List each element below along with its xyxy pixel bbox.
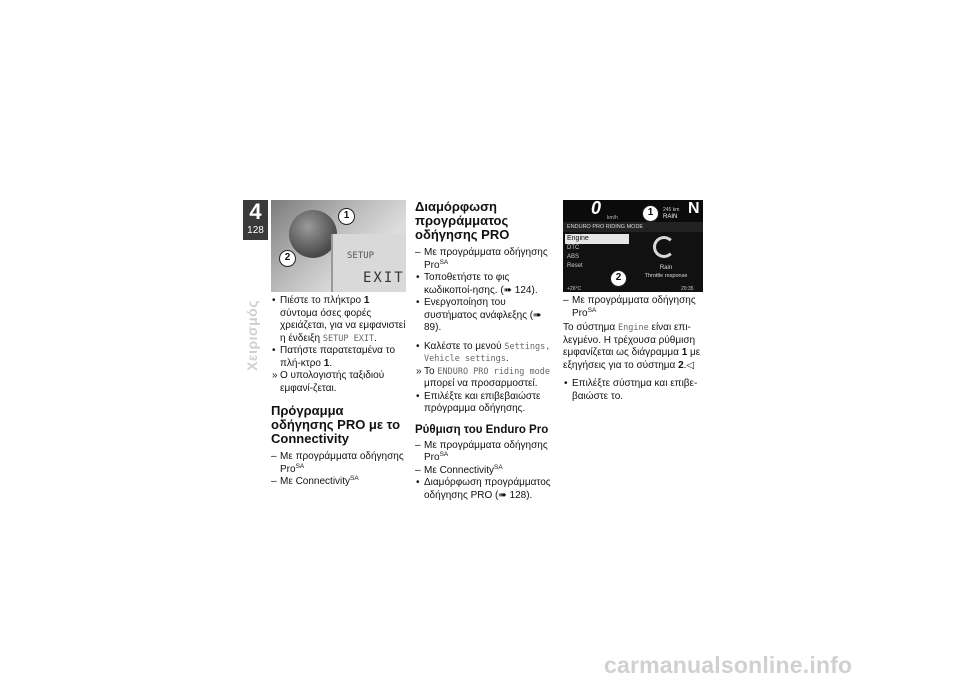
text: Το σύστημα — [563, 322, 618, 333]
temperature-readout: +26°C — [567, 286, 582, 292]
sa-marker: SA — [587, 306, 597, 314]
sa-marker: SA — [494, 463, 503, 471]
column-3 — [563, 200, 703, 403]
watermark: carmanualsonline.info — [604, 652, 853, 678]
sa-marker: SA — [350, 475, 359, 482]
text: είναι επι-λεγμένο. Η τρέχουσα ρύθμιση εμφανίζεται ως διάγραμμα — [563, 322, 696, 358]
list-item: • Επιλέξτε σύστημα και επιβε-βαιώστε το. — [563, 378, 703, 403]
result-item: » Ο υπολογιστής ταξιδιού εμφανί-ζεται. — [271, 370, 406, 395]
menu-button-image — [289, 210, 337, 258]
list-item: • Επιλέξτε και επιβεβαιώστε πρόγραμμα οδήγησης. — [415, 391, 555, 416]
text: Πιέστε το πλήκτρο — [280, 295, 364, 306]
menu-item-engine: Engine — [565, 234, 629, 244]
text: . — [329, 357, 333, 369]
text: Καλέστε το μενού — [424, 340, 505, 352]
list-item — [271, 476, 406, 489]
text: μπορεί να προσαρμοστεί. — [424, 378, 538, 389]
column-2 — [415, 200, 555, 502]
callout-2: 2 — [279, 250, 296, 267]
display-setup-text: SETUP — [347, 251, 375, 261]
riding-mode-readout: RAIN — [663, 214, 678, 220]
chapter-tab — [243, 200, 268, 240]
range-readout: 245 km — [663, 207, 680, 213]
list-item — [415, 465, 555, 478]
chapter-number: 4 — [249, 199, 262, 224]
chapter-title: Χειρισμός — [244, 300, 260, 371]
speed-readout: 0 — [591, 200, 602, 218]
list-item — [563, 295, 703, 320]
list-item — [415, 247, 555, 272]
page-number: 128 — [247, 225, 264, 236]
requirement-list — [563, 295, 703, 320]
list-item — [415, 341, 555, 366]
screen-menu — [565, 234, 629, 271]
section-heading: Ρύθμιση του Enduro Pro — [415, 423, 549, 436]
handlebar-photo — [271, 200, 406, 292]
throttle-diagram-icon — [653, 236, 675, 258]
sa-marker: SA — [295, 462, 305, 470]
list-item: • Τοποθετήστε το φις κωδικοποί-ησης. (➠ 124). — [415, 272, 555, 297]
requirement-list — [415, 440, 555, 503]
key-ref: 1 — [681, 347, 688, 358]
text: Με προγράμματα οδήγησης Pro — [424, 247, 548, 271]
text: . — [505, 353, 509, 364]
speed-unit: km/h — [607, 215, 618, 221]
status-bar — [563, 200, 703, 222]
text: . — [374, 332, 377, 344]
text: Με Connectivity — [280, 476, 351, 487]
screen-header: ENDURO PRO RIDING MODE — [563, 222, 703, 232]
text: με εξηγήσεις για το σύστημα — [563, 347, 701, 371]
text: Πατήστε παρατεταμένα το πλή-κτρο — [280, 345, 396, 369]
callout-1: 1 — [338, 208, 355, 225]
text: .◁ — [683, 359, 695, 371]
instruction-list — [415, 247, 555, 335]
description-paragraph — [563, 322, 703, 372]
mode-description: Throttle response — [644, 273, 688, 279]
instruction-list — [415, 341, 555, 416]
clock-readout: 20:35 — [681, 286, 694, 292]
menu-item-dtc: DTC — [567, 245, 580, 251]
display-exit-text: EXIT — [363, 270, 405, 286]
result-item — [415, 366, 555, 391]
gear-indicator: N — [688, 200, 700, 217]
key-ref: 1 — [363, 295, 370, 306]
tft-display-image — [563, 200, 703, 292]
sa-marker: SA — [439, 451, 449, 458]
list-item — [271, 345, 406, 370]
menu-path: Settings, Vehicle settings — [424, 341, 551, 364]
mode-name: Rain — [659, 265, 673, 271]
text: Με προγράμματα οδήγησης Pro — [572, 295, 696, 319]
callout-1: 1 — [642, 205, 659, 222]
instruction-list — [563, 378, 703, 403]
list-item — [271, 451, 406, 476]
display-code: SETUP EXIT — [322, 333, 375, 344]
text: Το — [424, 365, 438, 377]
sa-marker: SA — [439, 258, 449, 266]
list-item: • Ενεργοποίηση του συστήματος ανάφλεξης (➠ 89). — [415, 297, 555, 335]
mode-code: ENDURO PRO riding mode — [437, 366, 550, 377]
list-item: • Διαμόρφωση προγράμματος οδήγησης PRO (➠ 128). — [415, 477, 555, 502]
key-ref: 2 — [678, 359, 684, 371]
instruction-list — [271, 295, 406, 395]
menu-item-abs: ABS — [567, 254, 580, 260]
text: σύντομα όσες φορές χρειάζεται, για να εμφανιστεί η ένδειξη — [280, 307, 406, 344]
list-item — [271, 295, 406, 345]
menu-item-reset: Reset — [567, 263, 583, 269]
callout-2: 2 — [610, 270, 627, 287]
requirement-list — [271, 451, 406, 489]
text: Με προγράμματα οδήγησης Pro — [424, 439, 548, 463]
list-item — [415, 440, 555, 465]
key-ref: 1 — [323, 357, 330, 369]
column-1 — [271, 200, 406, 489]
text: Με Connectivity — [424, 464, 495, 476]
section-heading: Διαμόρφωση προγράμματος οδήγησης PRO — [415, 199, 510, 242]
text: Με προγράμματα οδήγησης Pro — [280, 451, 404, 475]
system-code: Engine — [618, 323, 649, 333]
section-heading: Πρόγραμμα οδήγησης PRO με το Connectivity — [271, 403, 401, 446]
